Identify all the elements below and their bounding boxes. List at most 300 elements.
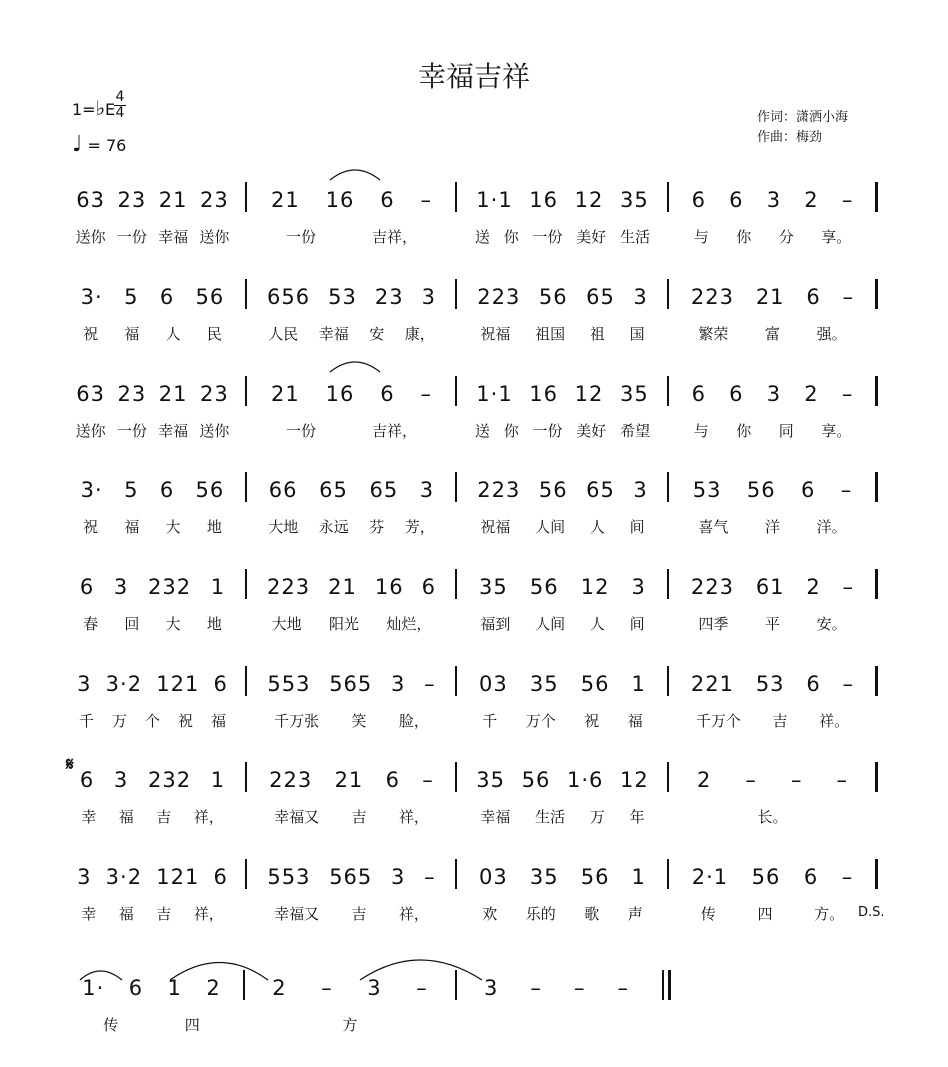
barline <box>455 970 457 1000</box>
notes-line <box>0 470 948 510</box>
barline <box>667 279 669 309</box>
note-group: 21 <box>158 382 188 406</box>
barline <box>455 376 457 406</box>
lyrics-line <box>0 901 948 925</box>
note-group: 53 <box>328 285 357 309</box>
note-group: 6 <box>691 188 706 212</box>
lyric-syllable: 四 <box>757 904 773 923</box>
note-group: 63 <box>76 188 105 212</box>
lyric-syllable: 福 <box>124 517 140 536</box>
lyric-syllable: 一份 <box>285 227 316 246</box>
measure-notes <box>468 180 657 220</box>
lyric-syllable: 祥， <box>193 807 224 826</box>
note-group: 223 <box>267 575 311 599</box>
quarter-note-icon: ♩ <box>72 132 83 157</box>
measure-lyrics <box>258 901 445 925</box>
note-group: 223 <box>477 478 521 502</box>
lyric-syllable: 祖国 <box>535 324 566 343</box>
note-group: 3 <box>419 478 435 502</box>
barline <box>875 182 878 212</box>
lyric-syllable: 祥。 <box>819 711 850 730</box>
barline <box>875 279 878 309</box>
lyric-syllable: 春 <box>83 614 99 633</box>
note-group: – <box>420 188 433 212</box>
lyric-syllable: 康， <box>404 324 435 343</box>
note-group: 1 <box>210 575 226 599</box>
barline <box>455 569 457 599</box>
tempo-text: = 76 <box>87 136 127 155</box>
note-group: 3 <box>77 672 92 696</box>
note-group: 23 <box>117 188 147 212</box>
note-group: 16 <box>374 575 404 599</box>
lyric-syllable: 声 <box>627 904 643 923</box>
note-group: – <box>745 768 757 792</box>
lyric-syllable: 传 <box>700 904 716 923</box>
measure-lyrics <box>680 901 865 925</box>
lyric-syllable: 富 <box>764 324 780 343</box>
measure-notes <box>70 180 235 220</box>
measure-notes <box>258 567 445 607</box>
score-row <box>0 277 948 357</box>
barline <box>455 762 457 792</box>
note-group: 61 <box>755 575 785 599</box>
measure-notes <box>258 664 445 704</box>
measure-notes <box>468 374 657 414</box>
barline <box>667 762 669 792</box>
note-group: – <box>842 575 855 599</box>
note-group: 12 <box>619 768 649 792</box>
notes-line <box>0 664 948 704</box>
note-group: 3 <box>766 382 782 406</box>
note-group: – <box>841 865 854 889</box>
measure-notes <box>468 664 657 704</box>
lyric-syllable: 同 <box>778 421 794 440</box>
note-group: 553 <box>267 865 311 889</box>
lyric-syllable: 生活 <box>620 227 651 246</box>
lyric-syllable: 大 <box>165 517 181 536</box>
lyric-syllable: 吉祥， <box>371 421 417 440</box>
lyric-syllable: 人 <box>589 614 605 633</box>
lyric-syllable: 送 <box>474 421 490 440</box>
note-group: 35 <box>619 188 649 212</box>
note-group: – <box>416 976 428 1000</box>
note-group: 56 <box>580 672 610 696</box>
score-row <box>0 180 948 260</box>
lyric-syllable: 祖 <box>589 324 605 343</box>
note-group: 3 <box>391 865 406 889</box>
note-group: – <box>321 976 333 1000</box>
barline <box>875 666 878 696</box>
score-row <box>0 968 948 1048</box>
lyric-syllable: 平 <box>764 614 780 633</box>
lyric-syllable: 幸福又 <box>274 904 320 923</box>
measure-lyrics <box>70 708 235 732</box>
notes-line <box>0 968 948 1008</box>
measure-notes <box>468 567 657 607</box>
note-group: 3 <box>633 285 648 309</box>
lyric-syllable: 四 <box>184 1015 200 1034</box>
note-group: 565 <box>329 672 373 696</box>
note-group: 1·6 <box>566 768 604 792</box>
measure-notes <box>680 567 865 607</box>
barline <box>667 859 669 889</box>
measure-lyrics <box>70 1012 233 1036</box>
lyric-syllable: 地 <box>206 614 222 633</box>
note-group: 21 <box>755 285 785 309</box>
note-group: 16 <box>529 382 559 406</box>
note-group: 1 <box>210 768 226 792</box>
note-group: – <box>424 865 436 889</box>
meter-top: 4 <box>115 89 125 105</box>
note-group: 3 <box>766 188 782 212</box>
note-group: 12 <box>574 382 604 406</box>
note-group: 56 <box>746 478 776 502</box>
note-group: 23 <box>200 382 229 406</box>
lyric-syllable: 洋 <box>764 517 780 536</box>
lyric-syllable: 千 <box>482 711 498 730</box>
measure-lyrics <box>70 611 235 635</box>
note-group: – <box>841 382 854 406</box>
lyric-syllable: 与 <box>693 227 709 246</box>
barline <box>875 376 878 406</box>
dal-segno-marking: D.S. <box>858 905 885 920</box>
note-group: 65 <box>369 478 399 502</box>
note-group: 3·2 <box>105 865 143 889</box>
note-group: 23 <box>200 188 229 212</box>
lyric-syllable: 国 <box>629 324 645 343</box>
lyric-syllable: 美好 <box>576 421 607 440</box>
flat-icon: ♭ <box>95 96 106 120</box>
note-group: 03 <box>479 865 508 889</box>
note-group: 21 <box>270 382 300 406</box>
time-signature <box>114 90 126 121</box>
measure-notes <box>70 664 235 704</box>
lyric-syllable: 你 <box>736 421 752 440</box>
lyric-syllable: 万 <box>111 711 127 730</box>
notes-line <box>0 180 948 220</box>
lyric-syllable: 千万张 <box>274 711 320 730</box>
lyric-syllable: 传 <box>103 1015 119 1034</box>
lyric-syllable: 吉 <box>351 807 367 826</box>
lyrics-line <box>0 418 948 442</box>
barline <box>667 569 669 599</box>
note-group: 2 <box>804 382 819 406</box>
note-group: 65 <box>319 478 348 502</box>
note-group: 35 <box>476 768 506 792</box>
measure-lyrics <box>680 224 865 248</box>
note-group: 21 <box>328 575 357 599</box>
lyric-syllable: 方 <box>342 1015 358 1034</box>
barline <box>245 859 247 889</box>
measure-notes <box>70 968 233 1008</box>
lyrics-line <box>0 321 948 345</box>
measure-lyrics <box>680 321 865 345</box>
measure-lyrics <box>468 901 657 925</box>
barline <box>875 472 878 502</box>
lyric-syllable: 幸福 <box>158 227 189 246</box>
note-group: 35 <box>529 865 559 889</box>
note-group: 3· <box>80 285 103 309</box>
measure-notes <box>70 374 235 414</box>
lyric-syllable: 幸 <box>81 807 97 826</box>
note-group: 6 <box>213 672 228 696</box>
note-group: 2·1 <box>691 865 729 889</box>
measure-lyrics <box>255 1012 445 1036</box>
lyric-syllable: 一份 <box>532 421 563 440</box>
note-group: 1 <box>631 865 646 889</box>
lyric-syllable: 送你 <box>199 227 230 246</box>
lyric-syllable: 祝福 <box>480 324 511 343</box>
note-group: 232 <box>147 768 192 792</box>
measure-notes <box>468 857 657 897</box>
barline <box>245 569 247 599</box>
lyric-syllable: 人间 <box>535 614 566 633</box>
note-group: 6 <box>800 478 816 502</box>
note-group: 63 <box>76 382 105 406</box>
note-group: 6 <box>691 382 706 406</box>
lyric-syllable: 千万个 <box>695 711 741 730</box>
lyric-syllable: 强。 <box>816 324 847 343</box>
note-group: 121 <box>156 672 200 696</box>
lyric-syllable: 繁荣 <box>698 324 729 343</box>
measure-lyrics <box>680 514 865 538</box>
note-group: 56 <box>580 865 610 889</box>
note-group: 232 <box>147 575 192 599</box>
note-group: 223 <box>477 285 521 309</box>
lyric-syllable: 一份 <box>285 421 316 440</box>
note-group: 3 <box>484 976 499 1000</box>
key-signature <box>72 96 115 120</box>
note-group: 1 <box>167 976 182 1000</box>
lyric-syllable: 幸 <box>81 904 97 923</box>
lyric-syllable: 幸福 <box>158 421 189 440</box>
score-row <box>0 567 948 647</box>
measure-notes <box>258 374 445 414</box>
note-group: 53 <box>755 672 785 696</box>
barline <box>667 472 669 502</box>
note-group: – <box>530 976 542 1000</box>
measure-lyrics <box>468 611 657 635</box>
note-group: 221 <box>690 672 734 696</box>
measure-notes <box>255 968 445 1008</box>
score-row <box>0 470 948 550</box>
lyric-syllable: 祥， <box>398 904 429 923</box>
note-group: 12 <box>580 575 610 599</box>
measure-lyrics <box>258 418 445 442</box>
note-group: 3 <box>77 865 92 889</box>
lyric-syllable: 福 <box>124 324 140 343</box>
lyric-syllable: 万 <box>589 807 605 826</box>
note-group: 6 <box>128 976 144 1000</box>
lyric-syllable: 幸福 <box>480 807 511 826</box>
lyric-syllable: 地 <box>206 517 222 536</box>
lyric-syllable: 安 <box>369 324 385 343</box>
barline <box>455 472 457 502</box>
measure-lyrics <box>468 321 657 345</box>
note-group: – <box>424 672 436 696</box>
barline <box>245 762 247 792</box>
note-group: 223 <box>690 285 734 309</box>
note-group: – <box>842 672 855 696</box>
lyric-syllable: 福 <box>118 807 134 826</box>
lyric-syllable: 人 <box>165 324 181 343</box>
note-group: 121 <box>156 865 200 889</box>
lyric-syllable: 吉 <box>156 807 172 826</box>
score-row <box>0 857 948 937</box>
note-group: – <box>422 768 434 792</box>
barline <box>667 666 669 696</box>
measure-notes <box>258 277 445 317</box>
lyric-syllable: 与 <box>693 421 709 440</box>
measure-lyrics <box>468 418 657 442</box>
lyrics-line <box>0 708 948 732</box>
measure-lyrics <box>258 224 445 248</box>
lyric-syllable: 祝 <box>584 711 600 730</box>
lyric-syllable: 长。 <box>757 807 788 826</box>
note-group: – <box>573 976 586 1000</box>
lyric-syllable: 吉 <box>772 711 788 730</box>
notes-line <box>0 277 948 317</box>
note-group: 565 <box>329 865 373 889</box>
lyric-syllable: 享。 <box>821 227 852 246</box>
note-group: 2 <box>206 976 221 1000</box>
lyric-syllable: 分 <box>778 227 794 246</box>
measure-notes <box>70 857 235 897</box>
measure-lyrics <box>468 708 657 732</box>
measure-notes <box>680 664 865 704</box>
note-group: 3 <box>113 768 129 792</box>
lyric-syllable: 祝 <box>177 711 193 730</box>
note-group: 56 <box>195 478 225 502</box>
note-group: 16 <box>325 382 355 406</box>
note-group: 6 <box>213 865 228 889</box>
note-group: 2 <box>272 976 287 1000</box>
note-group: 56 <box>751 865 781 889</box>
note-group: 56 <box>195 285 225 309</box>
lyrics-line <box>0 611 948 635</box>
note-group: 6 <box>803 865 819 889</box>
note-group: 553 <box>267 672 311 696</box>
note-group: 56 <box>529 575 559 599</box>
lyrics-line <box>0 514 948 538</box>
measure-lyrics <box>70 514 235 538</box>
note-group: 6 <box>79 575 95 599</box>
lyric-syllable: 年 <box>629 807 645 826</box>
barline <box>875 762 878 792</box>
lyric-syllable: 美好 <box>576 227 607 246</box>
lyricist: 作词：潇洒小海 <box>757 110 849 125</box>
note-group: 1·1 <box>476 382 513 406</box>
lyric-syllable: 福 <box>627 711 643 730</box>
lyric-syllable: 祝福 <box>480 517 511 536</box>
lyric-syllable: 你 <box>503 227 519 246</box>
barline <box>455 182 457 212</box>
song-title: 幸福吉祥 <box>417 60 530 93</box>
measure-notes <box>468 470 657 510</box>
note-group: 3 <box>631 575 646 599</box>
note-group: 3 <box>391 672 406 696</box>
lyric-syllable: 间 <box>629 614 645 633</box>
composer: 作曲：梅劲 <box>757 130 823 145</box>
lyric-syllable: 福 <box>210 711 226 730</box>
lyric-syllable: 四季 <box>698 614 729 633</box>
lyric-syllable: 祥， <box>398 807 429 826</box>
lyric-syllable: 送你 <box>75 421 106 440</box>
measure-notes <box>258 470 445 510</box>
note-group: 656 <box>267 285 311 309</box>
credits <box>757 108 848 148</box>
note-group: 35 <box>529 672 559 696</box>
lyric-syllable: 方。 <box>814 904 845 923</box>
note-group: – <box>617 976 629 1000</box>
lyric-syllable: 人间 <box>535 517 566 536</box>
note-group: 6 <box>380 188 395 212</box>
lyric-syllable: 生活 <box>535 807 566 826</box>
lyric-syllable: 千 <box>78 711 94 730</box>
barline <box>667 376 669 406</box>
notes-line <box>0 374 948 414</box>
barline <box>245 376 247 406</box>
note-group: – <box>841 188 854 212</box>
barline <box>245 182 247 212</box>
note-group: 03 <box>479 672 508 696</box>
note-group: 21 <box>334 768 364 792</box>
note-group: 6 <box>159 478 175 502</box>
barline <box>455 666 457 696</box>
note-group: 53 <box>692 478 722 502</box>
lyric-syllable: 万个 <box>525 711 556 730</box>
measure-lyrics <box>680 418 865 442</box>
notes-line <box>0 567 948 607</box>
note-group: 23 <box>374 285 404 309</box>
note-group: 35 <box>619 382 649 406</box>
lyric-syllable: 吉祥， <box>371 227 417 246</box>
note-group: 5 <box>124 478 139 502</box>
note-group: 1 <box>631 672 646 696</box>
note-group: 6 <box>421 575 436 599</box>
final-barline <box>662 970 664 1000</box>
lyric-syllable: 幸福 <box>318 324 349 343</box>
barline <box>455 859 457 889</box>
measure-lyrics <box>70 418 235 442</box>
measure-lyrics <box>70 224 235 248</box>
note-group: 6 <box>806 672 821 696</box>
barline <box>245 472 247 502</box>
lyric-syllable: 福到 <box>480 614 511 633</box>
measure-lyrics <box>468 224 657 248</box>
note-group: 1·1 <box>476 188 513 212</box>
measure-notes <box>680 760 865 800</box>
lyric-syllable: 送你 <box>199 421 230 440</box>
note-group: 3 <box>633 478 648 502</box>
notes-line <box>0 857 948 897</box>
measure-notes <box>70 470 235 510</box>
score-row <box>0 664 948 744</box>
barline <box>245 279 247 309</box>
barline <box>243 970 245 1000</box>
measure-lyrics <box>680 708 865 732</box>
note-group: 3· <box>80 478 103 502</box>
measure-notes <box>680 374 865 414</box>
lyric-syllable: 阳光 <box>328 614 359 633</box>
note-group: 65 <box>586 478 615 502</box>
note-group: 21 <box>158 188 188 212</box>
lyric-syllable: 一份 <box>116 227 147 246</box>
measure-lyrics <box>258 514 445 538</box>
note-group: 2 <box>697 768 712 792</box>
note-group: 2 <box>806 575 821 599</box>
note-group: 6 <box>729 382 744 406</box>
